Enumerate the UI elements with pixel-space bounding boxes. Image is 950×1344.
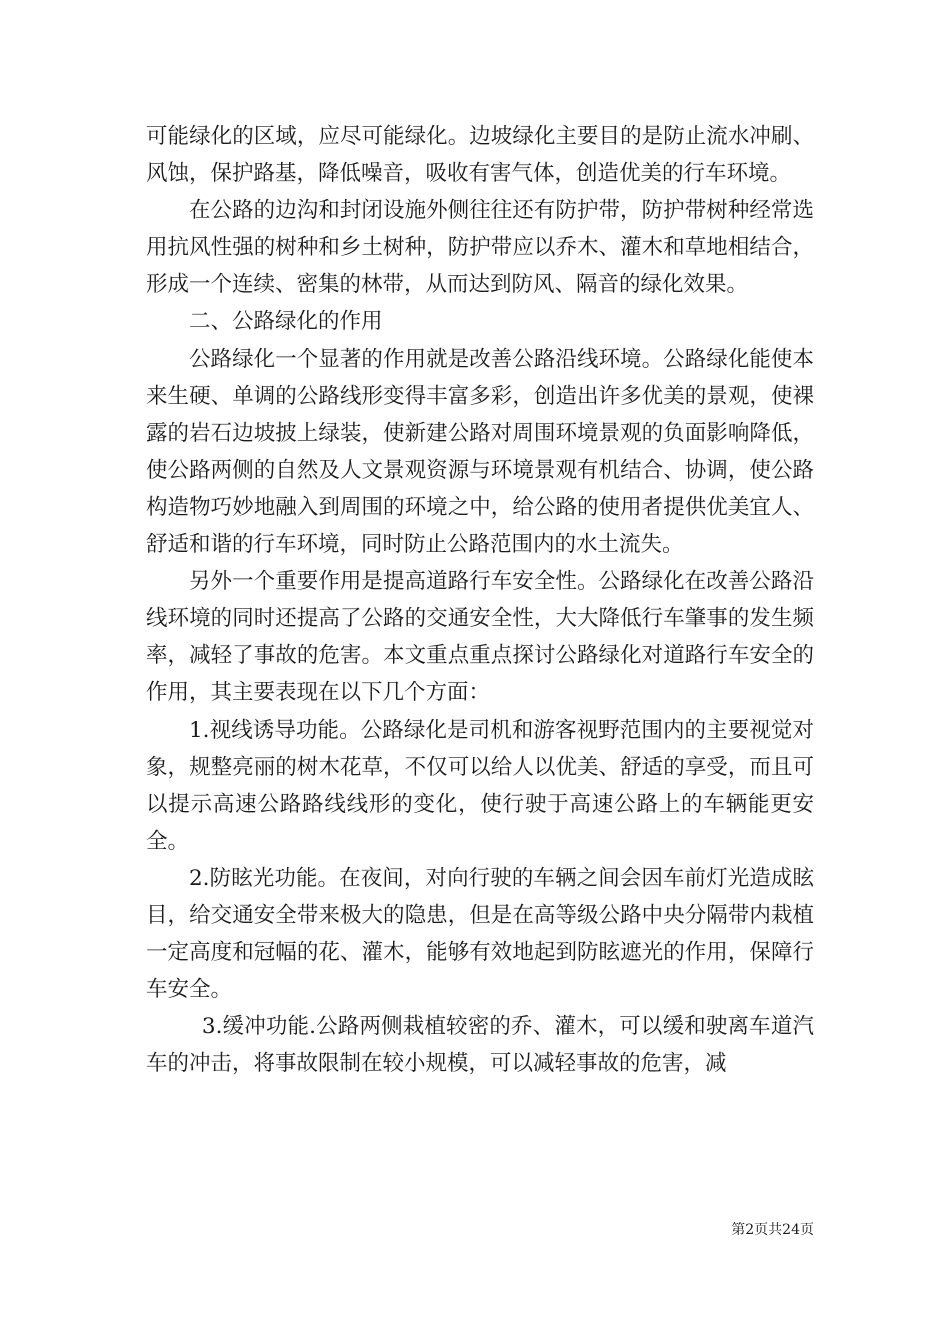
page-number-footer: 第2页共24页 <box>731 1222 814 1238</box>
paragraph-slope-greening-end: 可能绿化的区域，应尽可能绿化。边坡绿化主要目的是防止流水冲刷、风蚀，保护路基，降低噪音，吸收有害气体，创造优美的行车环境。 <box>146 124 814 187</box>
paragraph-traffic-safety: 另外一个重要作用是提高道路行车安全性。公路绿化在改善公路沿线环境的同时还提高了公路的交通安全性，大大降低行车肇事的发生频率，减轻了事故的危害。本文重点重点探讨公路绿化对道路行车安全的作用，其主要表现在以下几个方面： <box>146 569 814 706</box>
section-heading-greening-role: 二、公路绿化的作用 <box>189 309 383 335</box>
paragraph-protective-belt: 在公路的边沟和封闭设施外侧往往还有防护带，防护带树种经常选用抗风性强的树种和乡土树种，防护带应以乔木、灌木和草地相结合，形成一个连续、密集的林带，从而达到防风、隔音的绿化效果。 <box>146 198 814 298</box>
list-item-visual-guidance: 1.视线诱导功能。公路绿化是司机和游客视野范围内的主要视觉对象，规整亮丽的树木花草，不仅可以给人以优美、舒适的享受，而且可以提示高速公路路线线形的变化，使行驶于高速公路上的车辆能更安全。 <box>146 717 814 854</box>
document-body <box>146 118 814 1082</box>
list-item-anti-glare: 2.防眩光功能。在夜间，对向行驶的车辆之间会因车前灯光造成眩目，给交通安全带来极大的隐患，但是在高等级公路中央分隔带内栽植一定高度和冠幅的花、灌木，能够有效地起到防眩遮光的作用，保障行车安全。 <box>146 865 814 1003</box>
list-item-buffering: 3.缓冲功能.公路两侧栽植较密的乔、灌木，可以缓和驶离车道汽车的冲击，将事故限制在较小规模，可以减轻事故的危害，减 <box>146 1014 814 1077</box>
paragraph-environment-improvement: 公路绿化一个显著的作用就是改善公路沿线环境。公路绿化能使本来生硬、单调的公路线形变得丰富多彩，创造出许多优美的景观，使裸露的岩石边坡披上绿装，使新建公路对周围环境景观的负面影响降低，使公路两侧的自然及人文景观资源与环境景观有机结合、协调，使公路构造物巧妙地融入到周围的环境之中，给公路的使用者提供优美宜人、舒适和谐的行车环境，同时防止公路范围内的水土流失。 <box>146 346 814 558</box>
